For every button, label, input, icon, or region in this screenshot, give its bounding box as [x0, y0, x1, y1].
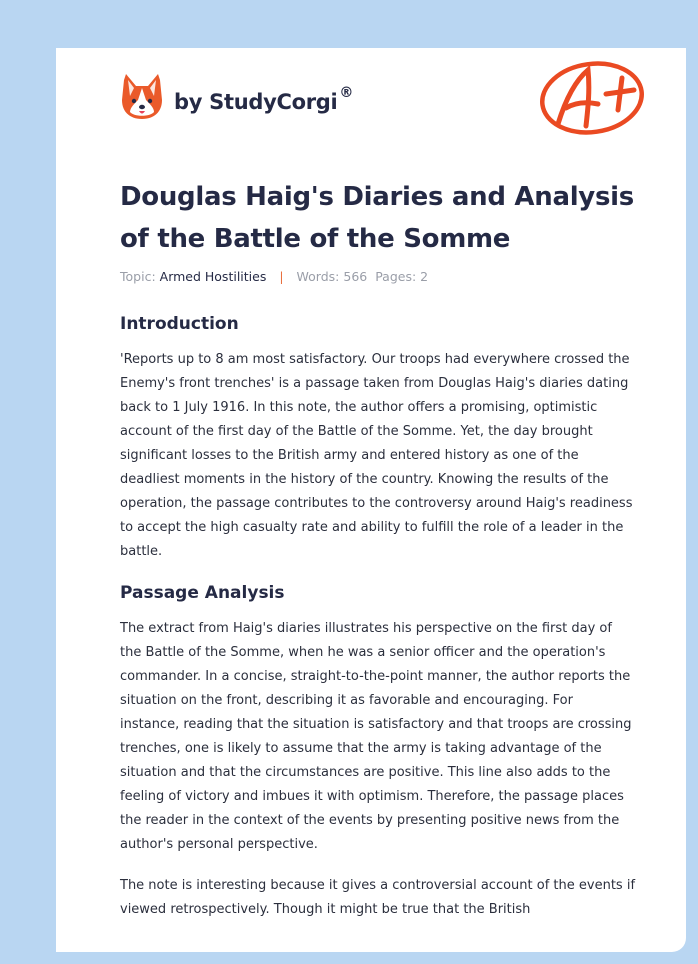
paragraph: The note is interesting because it gives a controversial account of the events if viewed retrospectively. Though it might be true that the British — [120, 878, 636, 917]
essay-meta — [120, 269, 428, 284]
essay-body — [120, 312, 636, 939]
topic-link[interactable]: Armed Hostilities — [159, 269, 267, 284]
document-page — [56, 48, 686, 952]
corgi-logo-icon — [120, 74, 164, 120]
pages-count: 2 — [420, 269, 429, 284]
words-label: Words: — [296, 269, 340, 284]
topic-label: Topic: — [120, 269, 156, 284]
a-plus-grade-icon — [536, 58, 648, 140]
words-count: 566 — [343, 269, 368, 284]
paragraph: 'Reports up to 8 am most satisfactory. Our troops had everywhere crossed the Enemy's front trenches' is a passage taken from Douglas Haig's diaries dating back to 1 July 1916. In this note, the author offers a promising, optimistic account of the first day of the Battle of the Somme. Yet, the day brought significant losses to the British army and entered history as one of the deadliest moments in the history of the country. Knowing the results of the operation, the passage contributes to the controversy around Haig's readiness to accept the high casualty rate and ability to fulfill the role of a leader in the battle. — [120, 352, 633, 559]
studycorgi-logo[interactable] — [120, 74, 353, 120]
page-title: Douglas Haig's Diaries and Analysis of the Battle of the Somme — [120, 182, 634, 254]
paragraph: The extract from Haig's diaries illustrates his perspective on the first day of the Battle of the Somme, when he was a senior officer and the operation's commander. In a concise, straight-to-the-point manner, the author reports the situation on the front, describing it as favorable and encouraging. For instance, reading that the situation is satisfactory and that troops are crossing trenches, one is likely to assume that the army is taking advantage of the situation and that the circumstances are positive. This line also adds to the feeling of victory and imbues it with optimism. Therefore, the passage places the reader in the context of the events by presenting positive news from the author's personal perspective. — [120, 621, 632, 852]
meta-separator: | — [279, 269, 284, 284]
section-heading-passage-analysis: Passage Analysis — [120, 583, 285, 603]
brand-name: by StudyCorgi ® — [174, 84, 354, 114]
section-heading-introduction: Introduction — [120, 314, 239, 334]
pages-label: Pages: — [375, 269, 417, 284]
